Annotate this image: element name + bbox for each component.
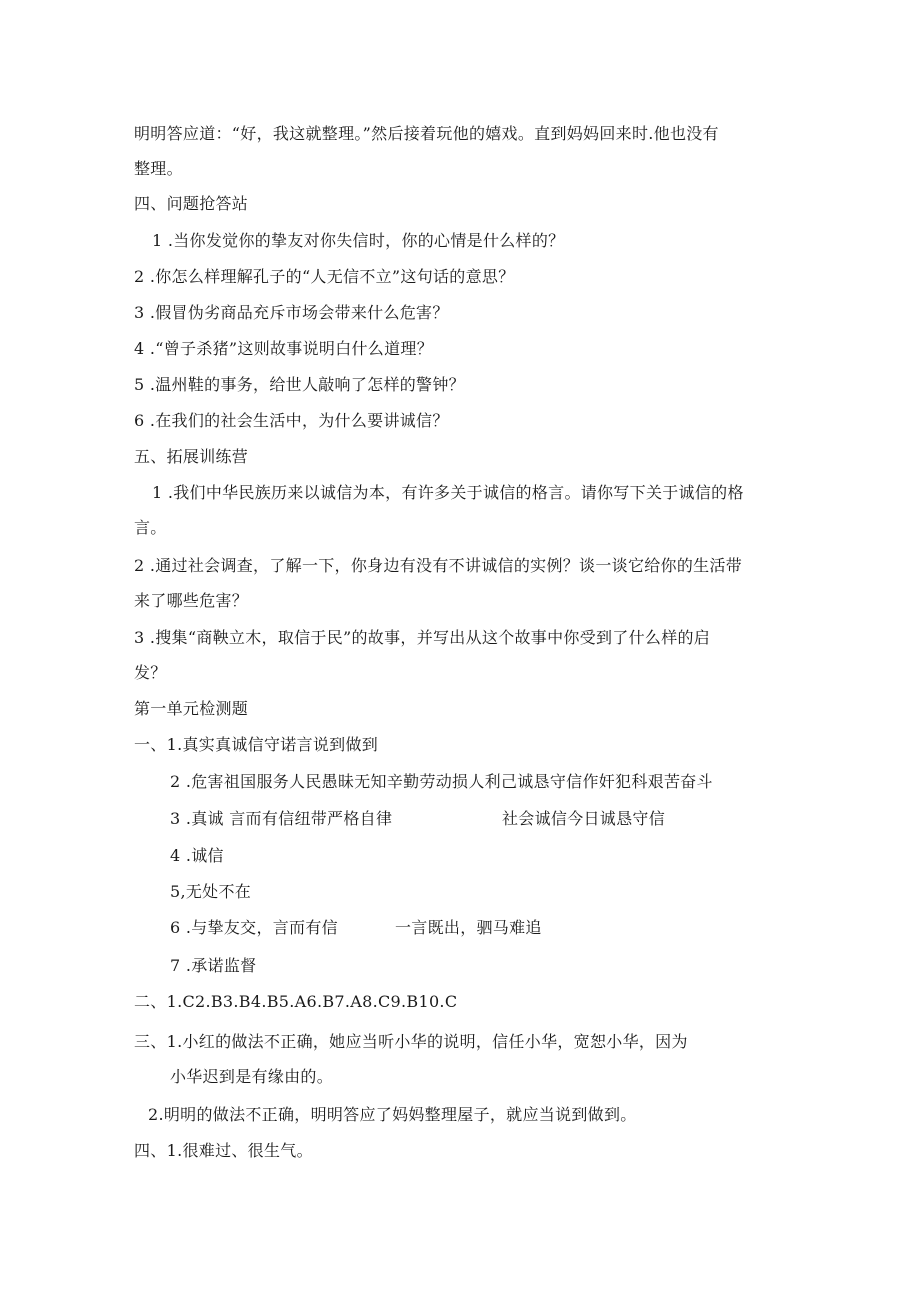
question-item: 2 .通过社会调查，了解一下，你身边有没有不讲诚信的实例？谈一谈它给你的生活带 — [134, 556, 743, 575]
answer-item: 6 .与挚友交，言而有信 — [170, 918, 338, 937]
answer-item-cont: 小华迟到是有缘由的。 — [170, 1067, 334, 1086]
question-item: 5 .温州鞋的事务，给世人敲响了怎样的警钟？ — [134, 375, 465, 394]
answer-item: 社会诚信今日诚恳守信 — [502, 809, 666, 828]
answer-item: 5,无处不在 — [170, 882, 252, 901]
answer-item: 2.明明的做法不正确，明明答应了妈妈整理屋子，就应当说到做到。 — [148, 1105, 637, 1124]
answer-item: 四、1.很难过、很生气。 — [134, 1141, 313, 1160]
question-item: 2 .你怎么样理解孔子的“人无信不立”这句话的意思？ — [134, 267, 515, 286]
question-item-cont: 来了哪些危害？ — [134, 591, 249, 610]
section-heading: 四、问题抢答站 — [134, 194, 249, 213]
answer-item: 一言既出，驷马难追 — [395, 918, 542, 937]
question-item: 1 .当你发觉你的挚友对你失信时，你的心情是什么样的？ — [152, 231, 565, 250]
paragraph-line: 明明答应道：“好，我这就整理。”然后接着玩他的嬉戏。直到妈妈回来时.他也没有 — [134, 124, 719, 143]
question-item: 3 .搜集“商鞅立木，取信于民”的故事，并写出从这个故事中你受到了什么样的启 — [134, 628, 711, 647]
section-heading: 五、拓展训练营 — [134, 447, 249, 466]
question-item: 6 .在我们的社会生活中，为什么要讲诚信？ — [134, 411, 449, 430]
unit-title: 第一单元检测题 — [134, 699, 249, 718]
question-item: 3 .假冒伪劣商品充斥市场会带来什么危害？ — [134, 303, 449, 322]
answer-item: 7 .承诺监督 — [170, 956, 257, 975]
answer-item: 三、1.小红的做法不正确，她应当听小华的说明，信任小华，宽恕小华，因为 — [134, 1032, 688, 1051]
answer-item: 4 .诚信 — [170, 846, 224, 865]
answer-item: 3 .真诚 言而有信纽带严格自律 — [170, 809, 393, 828]
question-item-cont: 言。 — [134, 518, 167, 537]
question-item: 1 .我们中华民族历来以诚信为本，有许多关于诚信的格言。请你写下关于诚信的格 — [152, 483, 744, 502]
paragraph-line: 整理。 — [134, 159, 183, 178]
answer-item: 二、1.C2.B3.B4.B5.A6.B7.A8.C9.B10.C — [134, 992, 458, 1011]
question-item-cont: 发？ — [134, 663, 167, 682]
answer-item: 一、1.真实真诚信守诺言说到做到 — [134, 735, 379, 754]
question-item: 4 .“曾子杀猪”这则故事说明白什么道理？ — [134, 339, 434, 358]
answer-item: 2 .危害祖国服务人民愚昧无知辛勤劳动损人利己诚恳守信作奸犯科艰苦奋斗 — [170, 772, 713, 791]
